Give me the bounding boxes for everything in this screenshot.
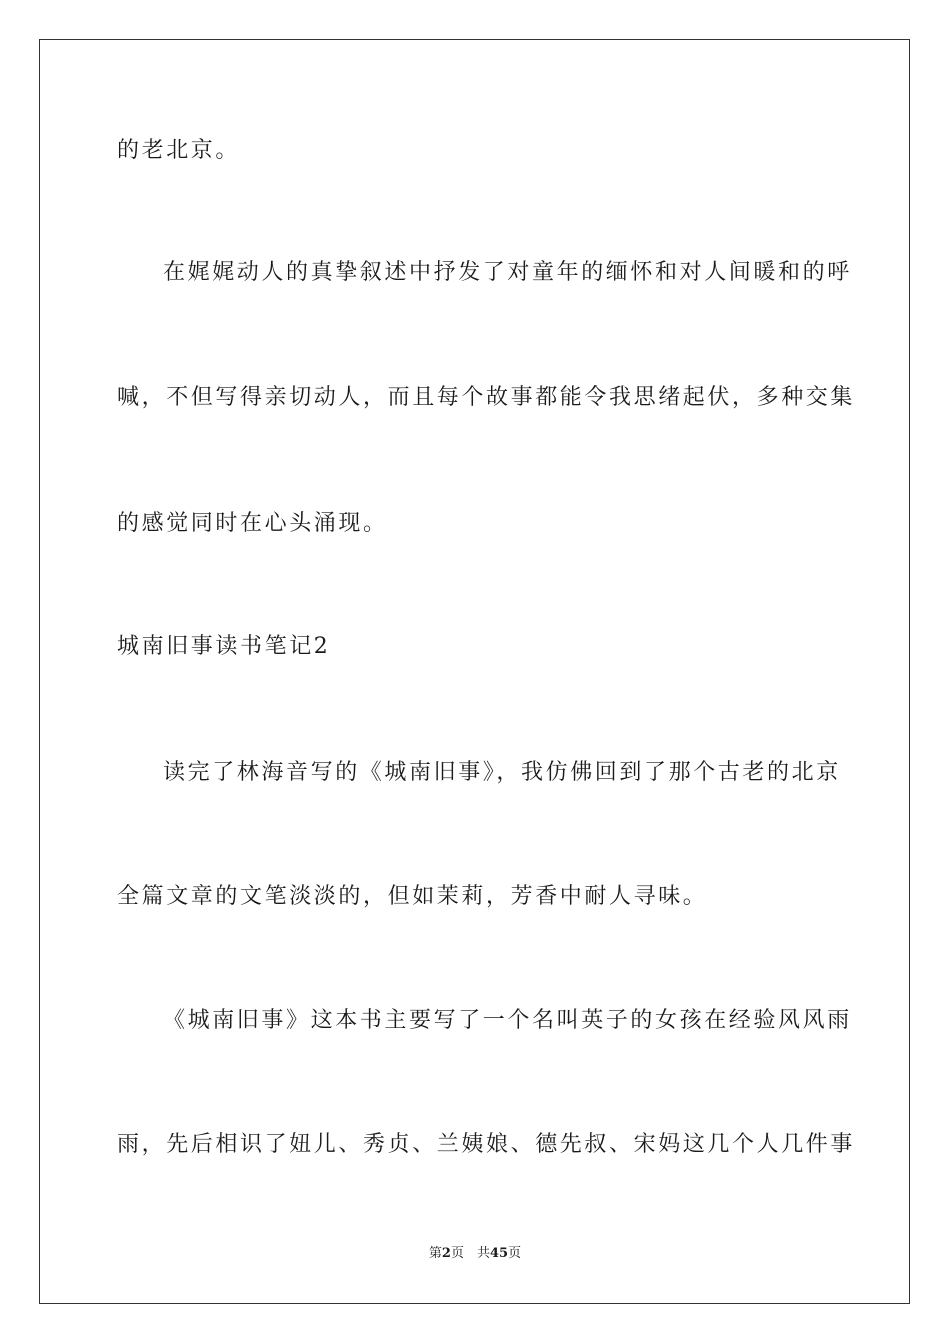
text-line: 的老北京。	[117, 138, 241, 163]
section-heading: 城南旧事读书笔记2	[117, 634, 331, 659]
page-footer	[0, 1245, 950, 1263]
text-line: 的感觉同时在心头涌现。	[117, 511, 388, 536]
total-page-number: 45	[489, 1246, 509, 1261]
paragraph-start-line: 在娓娓动人的真挚叙述中抒发了对童年的缅怀和对人间暖和的呼	[163, 260, 852, 285]
text-line: 雨，先后相识了妞儿、秀贞、兰姨娘、德先叔、宋妈这几个人几件事	[117, 1132, 856, 1157]
paragraph-start-line: 《城南旧事》这本书主要写了一个名叫英子的女孩在经验风风雨	[163, 1008, 852, 1033]
footer-mid: 页 共	[450, 1246, 490, 1261]
footer-prefix: 第	[428, 1246, 442, 1261]
paragraph-start-line: 读完了林海音写的《城南旧事》，我仿佛回到了那个古老的北京	[163, 760, 841, 785]
current-page-number: 2	[441, 1246, 451, 1261]
page-border	[39, 39, 910, 1304]
text-line: 全篇文章的文笔淡淡的，但如茉莉，芳香中耐人寻味。	[117, 884, 708, 909]
footer-suffix: 页	[508, 1246, 522, 1261]
text-line: 喊，不但写得亲切动人，而且每个故事都能令我思绪起伏，多种交集	[117, 385, 856, 410]
